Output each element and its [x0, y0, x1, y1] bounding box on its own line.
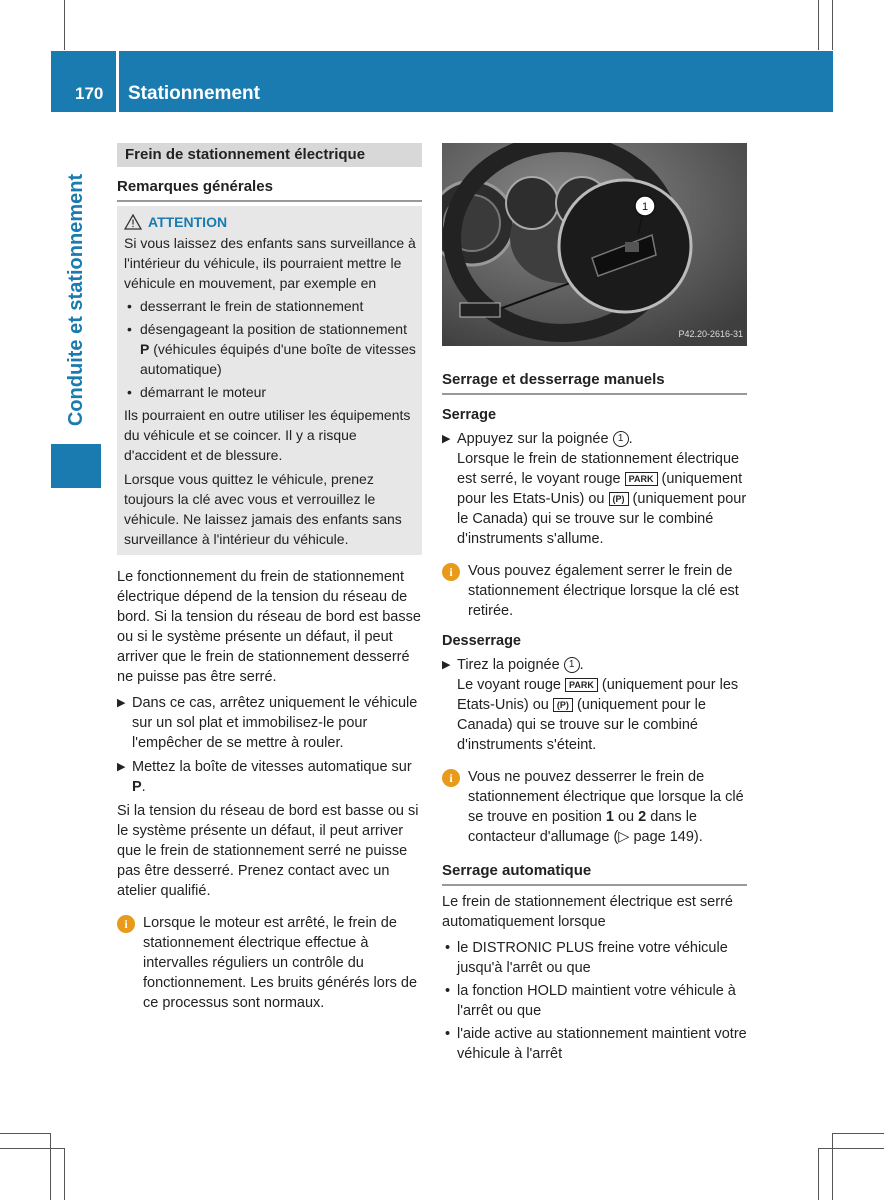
info-icon: i — [117, 915, 135, 933]
photo-callout: 1 — [641, 201, 649, 213]
instruction-step: ▶ Mettez la boîte de vitesses automatique sur P. — [117, 759, 412, 795]
left-column — [117, 143, 422, 1013]
crop-mark — [832, 1133, 833, 1200]
crop-mark — [0, 1133, 50, 1134]
subsection-title: Remarques générales — [117, 177, 422, 202]
warning-list — [124, 296, 416, 402]
warning-paragraph: Ils pourraient en outre utiliser les équipements du véhicule et se coincer. Il y a risque d'accident et de blessure. — [124, 407, 411, 463]
crop-mark — [64, 0, 65, 50]
park-indicator-badge: PARK — [625, 472, 658, 486]
warning-paragraph: Lorsque vous quittez le véhicule, prenez toujours la clé avec vous et verrouillez le véhicule. Ne laissez jamais des enfants sans surveillance à l'intérieur du véhicule. — [124, 471, 402, 547]
subsection-title: Serrage automatique — [442, 861, 747, 886]
list-item: • démarrant le moteur — [124, 382, 416, 402]
arrow-right-icon: ▶ — [117, 761, 126, 773]
crop-mark — [50, 1133, 51, 1200]
body-paragraph: Le fonctionnement du frein de stationnement électrique dépend de la tension du réseau de bord. Si la tension du réseau de bord est basse ou si le système présente un défaut, il peut arriver que le frein de stationnement desserré ne puisse pas être serré. — [117, 569, 421, 685]
crop-mark — [832, 0, 833, 50]
right-column — [442, 143, 747, 1067]
arrow-right-icon: ▶ — [117, 697, 126, 709]
instruction-step: ▶ Tirez la poignée 1 . Le voyant rouge PARK (uniquement pour les Etats-Unis) ou (P) (uniquement pour le Canada) qui se trouve sur le combiné d'instruments s'éteint. — [442, 657, 739, 753]
auto-conditions-list — [442, 938, 747, 1064]
list-item: • desserrant le frein de stationnement — [124, 296, 416, 316]
subheading-desserrage: Desserrage — [442, 633, 521, 649]
chapter-tab-marker — [51, 444, 101, 488]
section-title: Frein de stationnement électrique — [117, 143, 422, 167]
crop-mark — [64, 1148, 65, 1200]
header-divider — [116, 51, 119, 112]
crop-mark — [0, 1148, 64, 1149]
crop-mark — [818, 1148, 819, 1200]
list-item: • l'aide active au stationnement maintient votre véhicule à l'arrêt — [442, 1024, 747, 1064]
warning-triangle-icon — [124, 214, 142, 230]
body-paragraph: Si la tension du réseau de bord est basse ou si le système présente un défaut, il peut arriver que le frein de stationnement serré ne puisse pas être desserré. Prenez contact avec un atelier qualifié. — [117, 803, 419, 899]
warning-intro: Si vous laissez des enfants sans surveillance à l'intérieur du véhicule, ils pourraient mettre le véhicule en mouvement, par exemple en — [124, 235, 416, 291]
warning-header — [124, 212, 416, 232]
crop-mark — [818, 1148, 884, 1149]
subsection-title: Serrage et desserrage manuels — [442, 370, 747, 395]
instruction-step: ▶ Dans ce cas, arrêtez uniquement le véhicule sur un sol plat et immobilisez-le pour l'empêcher de se mettre à rouler. — [117, 695, 418, 751]
list-item: • la fonction HOLD maintient votre véhicule à l'arrêt ou que — [442, 981, 747, 1021]
info-icon: i — [442, 563, 460, 581]
chapter-tab-label: Conduite et stationnement — [65, 173, 87, 427]
body-paragraph: Le frein de stationnement électrique est serré automatiquement lorsque — [442, 894, 733, 930]
page-title: Stationnement — [128, 83, 260, 104]
arrow-right-icon: ▶ — [442, 659, 451, 671]
list-item: • le DISTRONIC PLUS freine votre véhicule jusqu'à l'arrêt ou que — [442, 938, 747, 978]
page-number: 170 — [75, 84, 104, 103]
warning-box — [117, 206, 422, 555]
photo-caption: P42.20-2616-31 — [678, 329, 743, 339]
warning-title: ATTENTION — [148, 214, 228, 230]
list-item: • désengageant la position de stationnement P (véhicules équipés d'une boîte de vitesses automatique) — [124, 319, 416, 379]
info-note: i Vous ne pouvez desserrer le frein de stationnement électrique que lorsque la clé se trouve en position 1 ou 2 dans le contacteur d'allumage (▷ page 149). — [442, 767, 747, 847]
callout-number: 1 — [564, 657, 580, 673]
crop-mark — [832, 1133, 884, 1134]
arrow-right-icon: ▶ — [442, 433, 451, 445]
info-note: i Vous pouvez également serrer le frein de stationnement électrique lorsque la clé est retirée. — [442, 561, 747, 621]
dashboard-illustration — [442, 143, 747, 346]
callout-number: 1 — [613, 431, 629, 447]
parking-brake-indicator-badge: (P) — [609, 492, 629, 506]
info-icon: i — [442, 769, 460, 787]
crop-mark — [818, 0, 819, 50]
instruction-step: ▶ Appuyez sur la poignée 1 . Lorsque le frein de stationnement électrique est serré, le voyant rouge PARK (uniquement pour les Etats-Unis) ou (P) (uniquement pour le Canada) qui se trouve sur le combiné d'instruments s'allume. — [442, 431, 747, 547]
info-note: i Lorsque le moteur est arrêté, le frein de stationnement électrique effectue à intervalles réguliers un contrôle du fonctionnement. Les bruits générés lors de ce processus sont normaux. — [117, 913, 422, 1013]
park-indicator-badge: PARK — [565, 678, 598, 692]
parking-brake-indicator-badge: (P) — [553, 698, 573, 712]
parking-brake-photo — [442, 143, 747, 346]
subheading-serrage: Serrage — [442, 407, 497, 423]
